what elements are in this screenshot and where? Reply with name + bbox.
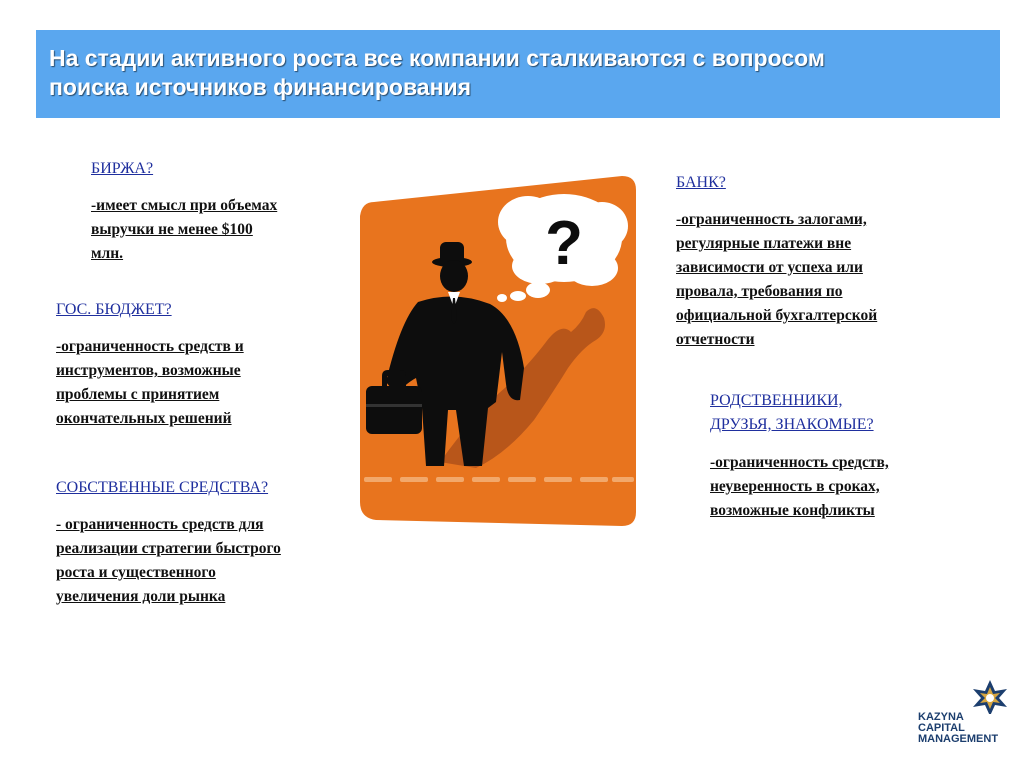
title-banner bbox=[36, 30, 1000, 118]
kazyna-logo bbox=[910, 678, 1020, 748]
text-line: окончательных решений bbox=[56, 410, 232, 427]
block-birzha-heading: БИРЖА? bbox=[91, 160, 154, 177]
page-title-line-2: поиска источников финансирования bbox=[49, 74, 472, 100]
logo-line-3: MANAGEMENT bbox=[918, 733, 999, 745]
block-bank-heading: БАНК? bbox=[676, 174, 726, 191]
text-line: инструментов, возможные bbox=[56, 362, 241, 379]
text-line: роста и существенного bbox=[56, 564, 216, 581]
block-bank bbox=[676, 172, 976, 352]
block-own-funds-text bbox=[56, 513, 356, 609]
text-line: млн. bbox=[91, 245, 124, 262]
text-line: отчетности bbox=[676, 331, 755, 348]
logo-star-icon bbox=[910, 678, 1020, 714]
text-line: - ограниченность средств для bbox=[56, 516, 264, 533]
briefcase-band bbox=[366, 404, 422, 407]
text-line: -имеет смысл при объемах bbox=[91, 197, 278, 214]
block-bank-text bbox=[676, 208, 976, 352]
question-mark: ? bbox=[545, 209, 583, 278]
text-line: неуверенность в сроках, bbox=[710, 478, 880, 495]
text-line: провала, требования по bbox=[676, 283, 843, 300]
block-birzha-text bbox=[91, 194, 351, 266]
text-line: выручки не менее $100 bbox=[91, 221, 253, 238]
text-line: возможные конфликты bbox=[710, 502, 875, 519]
text-line: зависимости от успеха или bbox=[676, 259, 863, 276]
page-title bbox=[49, 44, 1000, 102]
block-gos-budget-text bbox=[56, 335, 346, 431]
block-relatives-heading bbox=[710, 389, 1000, 437]
heading-line: РОДСТВЕННИКИ, bbox=[710, 392, 843, 409]
text-line: -ограниченность средств, bbox=[710, 454, 889, 471]
block-own-funds bbox=[56, 477, 356, 609]
text-line: увеличения доли рынка bbox=[56, 588, 226, 605]
text-line: проблемы с принятием bbox=[56, 386, 220, 403]
logo-line-2: CAPITAL bbox=[918, 722, 965, 734]
text-line: реализации стратегии быстрого bbox=[56, 540, 281, 557]
block-gos-budget bbox=[56, 299, 346, 431]
logo-line-1: KAZYNA bbox=[918, 711, 964, 723]
block-gos-budget-heading: ГОС. БЮДЖЕТ? bbox=[56, 301, 172, 318]
text-line: официальной бухгалтерской bbox=[676, 307, 878, 324]
floor-dashes bbox=[364, 477, 634, 482]
text-line: -ограниченность средств и bbox=[56, 338, 244, 355]
block-relatives bbox=[710, 389, 1000, 523]
block-relatives-text bbox=[710, 451, 1000, 523]
logo-text bbox=[918, 712, 998, 745]
text-line: регулярные платежи вне bbox=[676, 235, 852, 252]
page-title-line-1: На стадии активного роста все компании сталкиваются с вопросом bbox=[49, 45, 825, 71]
heading-line: ДРУЗЬЯ, ЗНАКОМЫЕ? bbox=[710, 416, 874, 433]
block-own-funds-heading: СОБСТВЕННЫЕ СРЕДСТВА? bbox=[56, 479, 269, 496]
text-line: -ограниченность залогами, bbox=[676, 211, 867, 228]
block-birzha bbox=[91, 158, 351, 266]
businessman-illustration bbox=[356, 172, 640, 532]
